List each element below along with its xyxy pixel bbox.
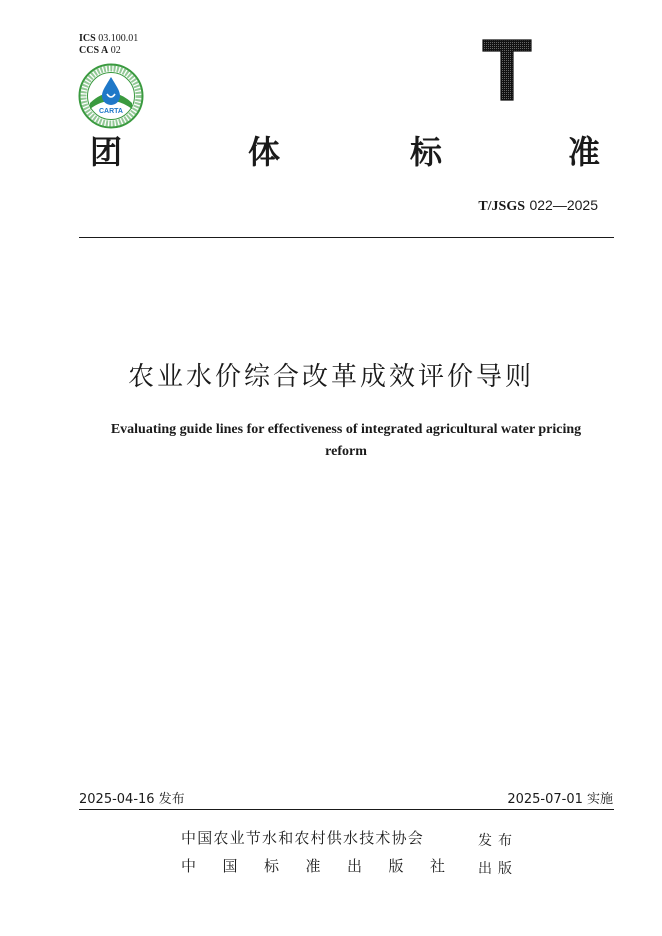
ccs-code — [79, 45, 121, 57]
category-char: 体 — [248, 133, 281, 171]
implementation-date: 2025-07-01 实施 — [507, 792, 613, 807]
ccs-label: CCS A — [79, 45, 109, 56]
press-char: 社 — [430, 857, 446, 875]
ics-value: 03.100.01 — [98, 33, 139, 44]
standard-number-value: 022—2025 — [529, 197, 598, 213]
press-char: 中 — [181, 857, 197, 875]
ics-code — [79, 33, 138, 45]
issue-date: 2025-04-16 发布 — [79, 792, 185, 807]
bottom-divider — [79, 809, 614, 810]
standard-type-mark — [482, 38, 532, 102]
category-char: 团 — [90, 133, 123, 171]
category-char: 准 — [568, 133, 601, 171]
press-char: 版 — [388, 857, 404, 875]
top-divider — [79, 237, 614, 238]
press-char: 准 — [305, 857, 321, 875]
press-char: 国 — [222, 857, 238, 875]
standard-number — [478, 197, 598, 215]
english-title: Evaluating guide lines for effectiveness of integrated agricultural water pricing reform — [110, 422, 582, 459]
press-char: 出 — [347, 857, 363, 875]
chinese-title: 农业水价综合改革成效评价导则 — [127, 362, 534, 392]
press-role: 出版 — [478, 861, 518, 877]
ics-label: ICS — [79, 33, 96, 44]
association-logo — [78, 63, 144, 129]
category-char: 标 — [410, 133, 443, 171]
press-char: 标 — [264, 857, 280, 875]
issuer-role: 发布 — [478, 833, 518, 849]
publishing-house — [181, 856, 472, 876]
standard-prefix: T/JSGS — [478, 199, 526, 214]
logo-text: CARTA — [99, 108, 123, 115]
issuing-organization: 中国农业节水和农村供水技术协会 — [181, 829, 425, 847]
ccs-value: 02 — [110, 45, 121, 56]
